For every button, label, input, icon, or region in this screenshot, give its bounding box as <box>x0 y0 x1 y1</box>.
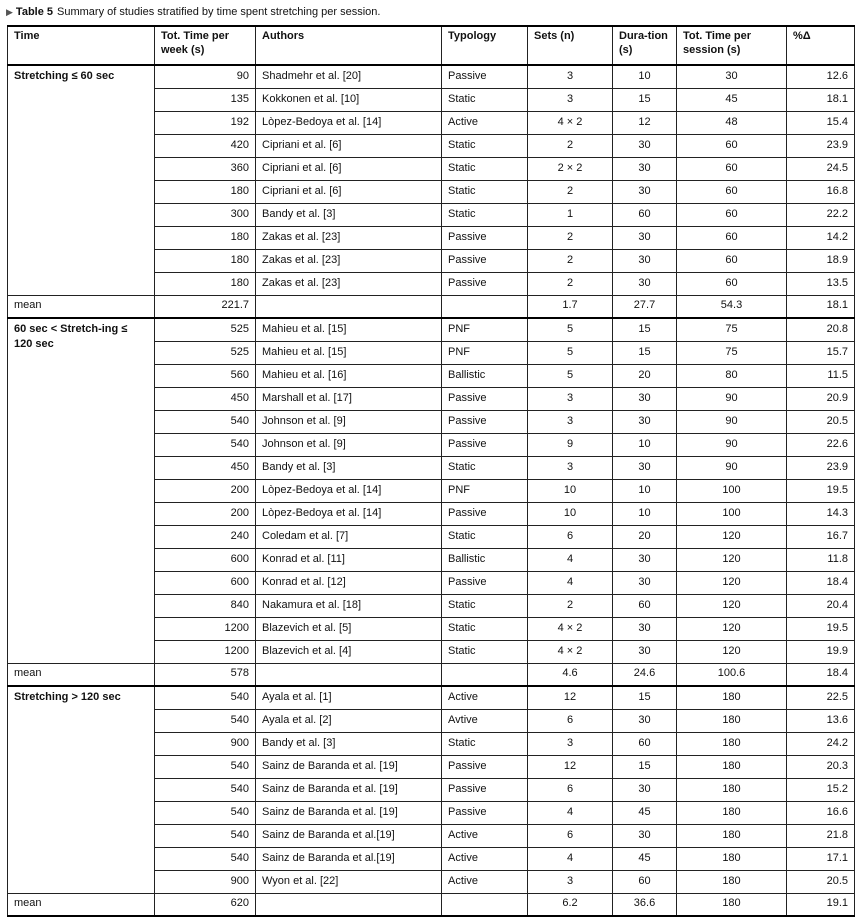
table-cell: Passive <box>442 572 528 595</box>
table-cell: 6 <box>528 825 613 848</box>
table-cell: 60 <box>677 158 787 181</box>
table-cell: 15 <box>613 342 677 365</box>
table-cell: 180 <box>155 273 256 296</box>
table-cell: Passive <box>442 411 528 434</box>
table-cell: 3 <box>528 871 613 894</box>
table-cell: 19.9 <box>787 641 855 664</box>
mean-row <box>8 296 855 319</box>
mean-cell: 18.1 <box>787 296 855 319</box>
table-cell: 180 <box>677 779 787 802</box>
table-cell: 11.8 <box>787 549 855 572</box>
table-cell: 80 <box>677 365 787 388</box>
table-cell: 60 <box>677 227 787 250</box>
mean-cell <box>442 296 528 319</box>
table-cell: 4 <box>528 549 613 572</box>
mean-cell: 620 <box>155 894 256 917</box>
table-cell: 10 <box>613 434 677 457</box>
table-cell: 240 <box>155 526 256 549</box>
table-cell: 20.5 <box>787 871 855 894</box>
group-label: 60 sec < Stretch-ing ≤ 120 sec <box>8 318 155 664</box>
table-cell: 30 <box>613 641 677 664</box>
table-cell: 10 <box>613 480 677 503</box>
mean-cell: 180 <box>677 894 787 917</box>
table-cell: 560 <box>155 365 256 388</box>
table-cell: Active <box>442 825 528 848</box>
table-cell: 45 <box>677 89 787 112</box>
table-cell: Mahieu et al. [16] <box>256 365 442 388</box>
table-cell: 525 <box>155 342 256 365</box>
table-cell: 23.9 <box>787 135 855 158</box>
table-cell: 30 <box>613 572 677 595</box>
table-cell: Static <box>442 135 528 158</box>
mean-cell: 24.6 <box>613 664 677 687</box>
table-cell: 10 <box>528 503 613 526</box>
table-cell: Passive <box>442 273 528 296</box>
table-cell: 600 <box>155 549 256 572</box>
mean-cell: 4.6 <box>528 664 613 687</box>
table-cell: 15 <box>613 686 677 710</box>
table-cell: 30 <box>613 250 677 273</box>
table-cell: 17.1 <box>787 848 855 871</box>
table-cell: 60 <box>677 135 787 158</box>
table-cell: 2 <box>528 273 613 296</box>
table-cell: 450 <box>155 457 256 480</box>
table-cell: 540 <box>155 411 256 434</box>
table-cell: 360 <box>155 158 256 181</box>
table-cell: 20.3 <box>787 756 855 779</box>
table-cell: Blazevich et al. [5] <box>256 618 442 641</box>
table-cell: Passive <box>442 779 528 802</box>
table-cell: 180 <box>677 756 787 779</box>
table-cell: 90 <box>155 65 256 89</box>
table-cell: Zakas et al. [23] <box>256 273 442 296</box>
table-cell: Cipriani et al. [6] <box>256 181 442 204</box>
table-cell: 1200 <box>155 618 256 641</box>
table-cell: Sainz de Baranda et al.[19] <box>256 825 442 848</box>
table-cell: Static <box>442 89 528 112</box>
mean-cell: 100.6 <box>677 664 787 687</box>
table-cell: Konrad et al. [11] <box>256 549 442 572</box>
table-cell: Sainz de Baranda et al. [19] <box>256 802 442 825</box>
table-cell: 15.7 <box>787 342 855 365</box>
table-cell: Static <box>442 204 528 227</box>
table-cell: 6 <box>528 526 613 549</box>
table-cell: 20.4 <box>787 595 855 618</box>
header-time-per-week: Tot. Time per week (s) <box>155 26 256 65</box>
mean-cell <box>256 296 442 319</box>
table-cell: 180 <box>677 710 787 733</box>
table-cell: 120 <box>677 641 787 664</box>
table-cell: Kokkonen et al. [10] <box>256 89 442 112</box>
caption-text: Summary of studies stratified by time spent stretching per session. <box>57 6 381 18</box>
table-cell: 5 <box>528 365 613 388</box>
table-cell: 6 <box>528 710 613 733</box>
table-cell: Lòpez-Bedoya et al. [14] <box>256 112 442 135</box>
table-cell: 540 <box>155 802 256 825</box>
table-cell: 135 <box>155 89 256 112</box>
table-cell: 19.5 <box>787 480 855 503</box>
mean-cell: 27.7 <box>613 296 677 319</box>
table-cell: 2 <box>528 595 613 618</box>
table-cell: 120 <box>677 618 787 641</box>
mean-cell <box>442 894 528 917</box>
table-cell: Passive <box>442 434 528 457</box>
table-cell: Coledam et al. [7] <box>256 526 442 549</box>
table-cell: Static <box>442 181 528 204</box>
table-cell: Active <box>442 848 528 871</box>
table-cell: 13.6 <box>787 710 855 733</box>
table-cell: 60 <box>613 733 677 756</box>
mean-label: mean <box>8 664 155 687</box>
table-cell: Nakamura et al. [18] <box>256 595 442 618</box>
table-cell: 30 <box>613 273 677 296</box>
table-label: Table 5 <box>15 6 54 18</box>
table-cell: 120 <box>677 572 787 595</box>
mean-label: mean <box>8 894 155 917</box>
table-cell: 525 <box>155 318 256 342</box>
table-cell: 75 <box>677 318 787 342</box>
caption-marker-icon: ▶ <box>6 7 13 17</box>
table-cell: Active <box>442 112 528 135</box>
table-body <box>8 65 855 916</box>
table-cell: 900 <box>155 871 256 894</box>
table-cell: 3 <box>528 457 613 480</box>
header-duration: Dura-tion (s) <box>613 26 677 65</box>
table-cell: 21.8 <box>787 825 855 848</box>
table-cell: 20 <box>613 365 677 388</box>
table-cell: Passive <box>442 227 528 250</box>
table-cell: 30 <box>613 779 677 802</box>
summary-table <box>7 25 855 917</box>
mean-cell: 578 <box>155 664 256 687</box>
table-cell: 12 <box>528 686 613 710</box>
group-label: Stretching ≤ 60 sec <box>8 65 155 296</box>
table-cell: 2 <box>528 250 613 273</box>
table-cell: 4 <box>528 802 613 825</box>
table-cell: Shadmehr et al. [20] <box>256 65 442 89</box>
header-time-per-session: Tot. Time per session (s) <box>677 26 787 65</box>
table-cell: 60 <box>677 250 787 273</box>
table-cell: Passive <box>442 756 528 779</box>
table-cell: 30 <box>677 65 787 89</box>
table-cell: 14.3 <box>787 503 855 526</box>
table-cell: 3 <box>528 65 613 89</box>
table-cell: Zakas et al. [23] <box>256 227 442 250</box>
table-cell: 180 <box>677 848 787 871</box>
table-cell: 15 <box>613 756 677 779</box>
table-cell: 450 <box>155 388 256 411</box>
table-cell: 23.9 <box>787 457 855 480</box>
table-cell: 4 <box>528 848 613 871</box>
table-cell: Static <box>442 158 528 181</box>
table-cell: Johnson et al. [9] <box>256 411 442 434</box>
table-cell: 200 <box>155 503 256 526</box>
mean-cell: 1.7 <box>528 296 613 319</box>
table-cell: PNF <box>442 342 528 365</box>
table-cell: 90 <box>677 457 787 480</box>
table-cell: Wyon et al. [22] <box>256 871 442 894</box>
table-cell: 2 <box>528 181 613 204</box>
table-cell: 180 <box>677 733 787 756</box>
table-cell: Lòpez-Bedoya et al. [14] <box>256 480 442 503</box>
table-cell: 19.5 <box>787 618 855 641</box>
table-cell: Ayala et al. [2] <box>256 710 442 733</box>
table-cell: 180 <box>677 802 787 825</box>
table-cell: Static <box>442 618 528 641</box>
table-cell: 3 <box>528 411 613 434</box>
table-cell: Cipriani et al. [6] <box>256 158 442 181</box>
table-cell: 20.9 <box>787 388 855 411</box>
table-cell: 12 <box>613 112 677 135</box>
table-cell: 16.6 <box>787 802 855 825</box>
table-cell: 5 <box>528 318 613 342</box>
table-cell: 16.8 <box>787 181 855 204</box>
table-cell: Mahieu et al. [15] <box>256 342 442 365</box>
table-cell: Static <box>442 595 528 618</box>
table-cell: 192 <box>155 112 256 135</box>
table-row <box>8 318 855 342</box>
mean-cell: 54.3 <box>677 296 787 319</box>
table-cell: PNF <box>442 318 528 342</box>
table-cell: Zakas et al. [23] <box>256 250 442 273</box>
table-cell: 30 <box>613 618 677 641</box>
table-cell: 30 <box>613 388 677 411</box>
table-cell: 300 <box>155 204 256 227</box>
table-cell: 1 <box>528 204 613 227</box>
table-cell: 14.2 <box>787 227 855 250</box>
table-cell: 18.9 <box>787 250 855 273</box>
table-cell: 75 <box>677 342 787 365</box>
table-cell: 90 <box>677 388 787 411</box>
table-cell: 6 <box>528 779 613 802</box>
table-cell: 22.6 <box>787 434 855 457</box>
table-cell: 5 <box>528 342 613 365</box>
table-cell: Static <box>442 641 528 664</box>
table-cell: 120 <box>677 549 787 572</box>
table-cell: 540 <box>155 434 256 457</box>
table-cell: Avtive <box>442 710 528 733</box>
table-cell: Lòpez-Bedoya et al. [14] <box>256 503 442 526</box>
mean-cell: 221.7 <box>155 296 256 319</box>
header-time: Time <box>8 26 155 65</box>
table-cell: 180 <box>677 686 787 710</box>
table-cell: Bandy et al. [3] <box>256 733 442 756</box>
table-cell: 90 <box>677 411 787 434</box>
table-cell: 180 <box>155 181 256 204</box>
table-cell: Ayala et al. [1] <box>256 686 442 710</box>
table-cell: Static <box>442 526 528 549</box>
table-cell: 120 <box>677 595 787 618</box>
table-cell: 120 <box>677 526 787 549</box>
table-cell: 60 <box>613 595 677 618</box>
table-cell: 30 <box>613 549 677 572</box>
header-typology: Typology <box>442 26 528 65</box>
table-cell: 60 <box>677 204 787 227</box>
table-cell: 12.6 <box>787 65 855 89</box>
table-cell: Mahieu et al. [15] <box>256 318 442 342</box>
table-cell: 9 <box>528 434 613 457</box>
table-cell: 15.4 <box>787 112 855 135</box>
header-percent-change: %Δ <box>787 26 855 65</box>
mean-cell: 19.1 <box>787 894 855 917</box>
table-cell: 540 <box>155 779 256 802</box>
table-cell: Ballistic <box>442 365 528 388</box>
table-cell: 540 <box>155 686 256 710</box>
mean-cell <box>256 894 442 917</box>
mean-cell: 6.2 <box>528 894 613 917</box>
mean-cell <box>256 664 442 687</box>
table-cell: 4 × 2 <box>528 112 613 135</box>
table-cell: 4 <box>528 572 613 595</box>
table-cell: 2 × 2 <box>528 158 613 181</box>
table-cell: 3 <box>528 388 613 411</box>
table-cell: 540 <box>155 756 256 779</box>
table-cell: 60 <box>613 871 677 894</box>
table-cell: Sainz de Baranda et al. [19] <box>256 779 442 802</box>
table-cell: 180 <box>677 871 787 894</box>
table-cell: Passive <box>442 388 528 411</box>
mean-cell: 18.4 <box>787 664 855 687</box>
table-cell: 2 <box>528 135 613 158</box>
table-cell: Active <box>442 686 528 710</box>
mean-row <box>8 664 855 687</box>
table-cell: 4 × 2 <box>528 641 613 664</box>
table-cell: 90 <box>677 434 787 457</box>
table-cell: 100 <box>677 503 787 526</box>
table-row <box>8 65 855 89</box>
table-cell: 3 <box>528 89 613 112</box>
table-cell: Static <box>442 457 528 480</box>
table-cell: 4 × 2 <box>528 618 613 641</box>
table-caption <box>6 5 380 19</box>
table-cell: 20.5 <box>787 411 855 434</box>
table-cell: Passive <box>442 250 528 273</box>
table-cell: 30 <box>613 181 677 204</box>
mean-label: mean <box>8 296 155 319</box>
table-cell: 30 <box>613 825 677 848</box>
table-cell: 22.2 <box>787 204 855 227</box>
table-cell: Passive <box>442 65 528 89</box>
table-cell: Passive <box>442 503 528 526</box>
table-cell: 45 <box>613 848 677 871</box>
table-cell: 30 <box>613 710 677 733</box>
table-cell: 30 <box>613 411 677 434</box>
table-row <box>8 686 855 710</box>
table-cell: Marshall et al. [17] <box>256 388 442 411</box>
table-cell: 60 <box>677 181 787 204</box>
table-cell: 24.2 <box>787 733 855 756</box>
mean-row <box>8 894 855 917</box>
table-cell: 30 <box>613 158 677 181</box>
table-cell: 540 <box>155 848 256 871</box>
table-cell: 16.7 <box>787 526 855 549</box>
table-cell: 30 <box>613 135 677 158</box>
table-cell: Static <box>442 733 528 756</box>
table-cell: 200 <box>155 480 256 503</box>
table-cell: 180 <box>155 250 256 273</box>
table-cell: 45 <box>613 802 677 825</box>
table-cell: 13.5 <box>787 273 855 296</box>
table-cell: 100 <box>677 480 787 503</box>
header-sets: Sets (n) <box>528 26 613 65</box>
table-cell: 15 <box>613 89 677 112</box>
table-cell: 600 <box>155 572 256 595</box>
table-cell: 20 <box>613 526 677 549</box>
table-cell: 15.2 <box>787 779 855 802</box>
table-cell: 840 <box>155 595 256 618</box>
table-cell: Johnson et al. [9] <box>256 434 442 457</box>
group-label: Stretching > 120 sec <box>8 686 155 894</box>
table-cell: 60 <box>613 204 677 227</box>
table-cell: 30 <box>613 457 677 480</box>
table-cell: Sainz de Baranda et al.[19] <box>256 848 442 871</box>
mean-cell <box>442 664 528 687</box>
table-cell: 15 <box>613 318 677 342</box>
table-cell: 11.5 <box>787 365 855 388</box>
table-cell: 540 <box>155 825 256 848</box>
table-cell: Bandy et al. [3] <box>256 204 442 227</box>
table-cell: 18.1 <box>787 89 855 112</box>
table-cell: 20.8 <box>787 318 855 342</box>
table-cell: Passive <box>442 802 528 825</box>
table-cell: 180 <box>677 825 787 848</box>
table-cell: Blazevich et al. [4] <box>256 641 442 664</box>
table-cell: 900 <box>155 733 256 756</box>
table-cell: 18.4 <box>787 572 855 595</box>
mean-cell: 36.6 <box>613 894 677 917</box>
table-cell: Bandy et al. [3] <box>256 457 442 480</box>
table-cell: 540 <box>155 710 256 733</box>
table-cell: 30 <box>613 227 677 250</box>
table-cell: 10 <box>613 65 677 89</box>
table-cell: Cipriani et al. [6] <box>256 135 442 158</box>
table-cell: 10 <box>528 480 613 503</box>
table-cell: 2 <box>528 227 613 250</box>
table-cell: 3 <box>528 733 613 756</box>
table-header-row <box>8 26 855 65</box>
table-cell: 48 <box>677 112 787 135</box>
table-cell: 24.5 <box>787 158 855 181</box>
table-cell: 180 <box>155 227 256 250</box>
table-cell: PNF <box>442 480 528 503</box>
table-cell: 12 <box>528 756 613 779</box>
table-cell: 420 <box>155 135 256 158</box>
table-cell: 60 <box>677 273 787 296</box>
table-cell: Konrad et al. [12] <box>256 572 442 595</box>
table-cell: 22.5 <box>787 686 855 710</box>
table-cell: Active <box>442 871 528 894</box>
header-authors: Authors <box>256 26 442 65</box>
table-cell: Ballistic <box>442 549 528 572</box>
table-cell: 1200 <box>155 641 256 664</box>
table-cell: 10 <box>613 503 677 526</box>
table-cell: Sainz de Baranda et al. [19] <box>256 756 442 779</box>
